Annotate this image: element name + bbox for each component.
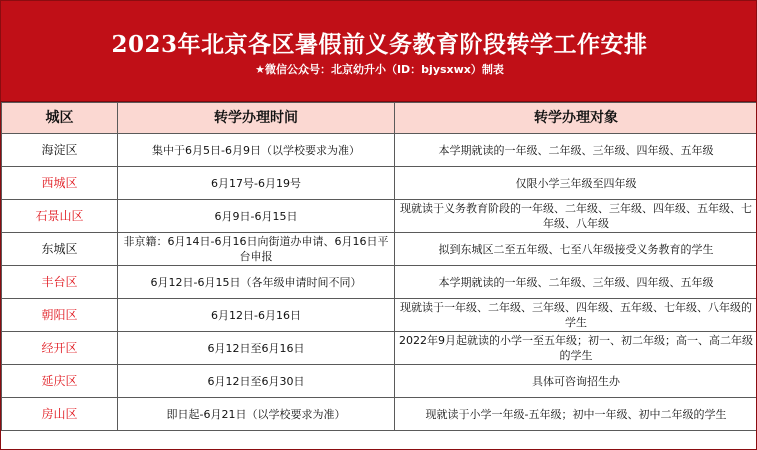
transfer-time-cell: 集中于6月5日-6月9日（以学校要求为准） <box>118 134 395 167</box>
district-cell: 石景山区 <box>2 200 118 233</box>
table-row <box>2 398 757 431</box>
transfer-target-cell: 本学期就读的一年级、二年级、三年级、四年级、五年级 <box>395 134 757 167</box>
title-banner <box>1 1 757 102</box>
transfer-target-cell: 仅限小学三年级至四年级 <box>395 167 757 200</box>
transfer-target-cell: 本学期就读的一年级、二年级、三年级、四年级、五年级 <box>395 266 757 299</box>
district-cell: 丰台区 <box>2 266 118 299</box>
transfer-target-cell: 拟到东城区二至五年级、七至八年级接受义务教育的学生 <box>395 233 757 266</box>
column-header-target: 转学办理对象 <box>395 103 757 134</box>
table-row <box>2 200 757 233</box>
district-cell: 西城区 <box>2 167 118 200</box>
page-title: 2023年北京各区暑假前义务教育阶段转学工作安排 <box>111 31 648 58</box>
table-row <box>2 332 757 365</box>
transfer-time-cell: 6月12日-6月16日 <box>118 299 395 332</box>
table-row <box>2 266 757 299</box>
transfer-target-cell: 2022年9月起就读的小学一至五年级；初一、初二年级；高一、高二年级的学生 <box>395 332 757 365</box>
table-header-row <box>2 103 757 134</box>
transfer-time-cell: 6月12日至6月30日 <box>118 365 395 398</box>
source-credit: ★微信公众号：北京幼升小（ID：bjysxwx）制表 <box>255 63 504 76</box>
transfer-time-cell: 6月12日至6月16日 <box>118 332 395 365</box>
table-row <box>2 167 757 200</box>
district-cell: 东城区 <box>2 233 118 266</box>
transfer-target-cell: 具体可咨询招生办 <box>395 365 757 398</box>
transfer-target-cell: 现就读于一年级、二年级、三年级、四年级、五年级、七年级、八年级的学生 <box>395 299 757 332</box>
district-cell: 房山区 <box>2 398 118 431</box>
transfer-target-cell: 现就读于义务教育阶段的一年级、二年级、三年级、四年级、五年级、七年级、八年级 <box>395 200 757 233</box>
transfer-time-cell: 即日起-6月21日（以学校要求为准） <box>118 398 395 431</box>
district-cell: 经开区 <box>2 332 118 365</box>
district-cell: 海淀区 <box>2 134 118 167</box>
transfer-time-cell: 6月17号-6月19号 <box>118 167 395 200</box>
transfer-time-cell: 6月9日-6月15日 <box>118 200 395 233</box>
district-cell: 延庆区 <box>2 365 118 398</box>
transfer-time-cell: 非京籍：6月14日-6月16日向街道办申请、6月16日平台申报 <box>118 233 395 266</box>
column-header-district: 城区 <box>2 103 118 134</box>
transfer-target-cell: 现就读于小学一年级-五年级；初中一年级、初中二年级的学生 <box>395 398 757 431</box>
transfer-time-cell: 6月12日-6月15日（各年级申请时间不同） <box>118 266 395 299</box>
table-row <box>2 233 757 266</box>
district-cell: 朝阳区 <box>2 299 118 332</box>
table-row <box>2 299 757 332</box>
table-row <box>2 365 757 398</box>
table-row <box>2 134 757 167</box>
column-header-time: 转学办理时间 <box>118 103 395 134</box>
transfer-schedule-table <box>1 102 757 431</box>
